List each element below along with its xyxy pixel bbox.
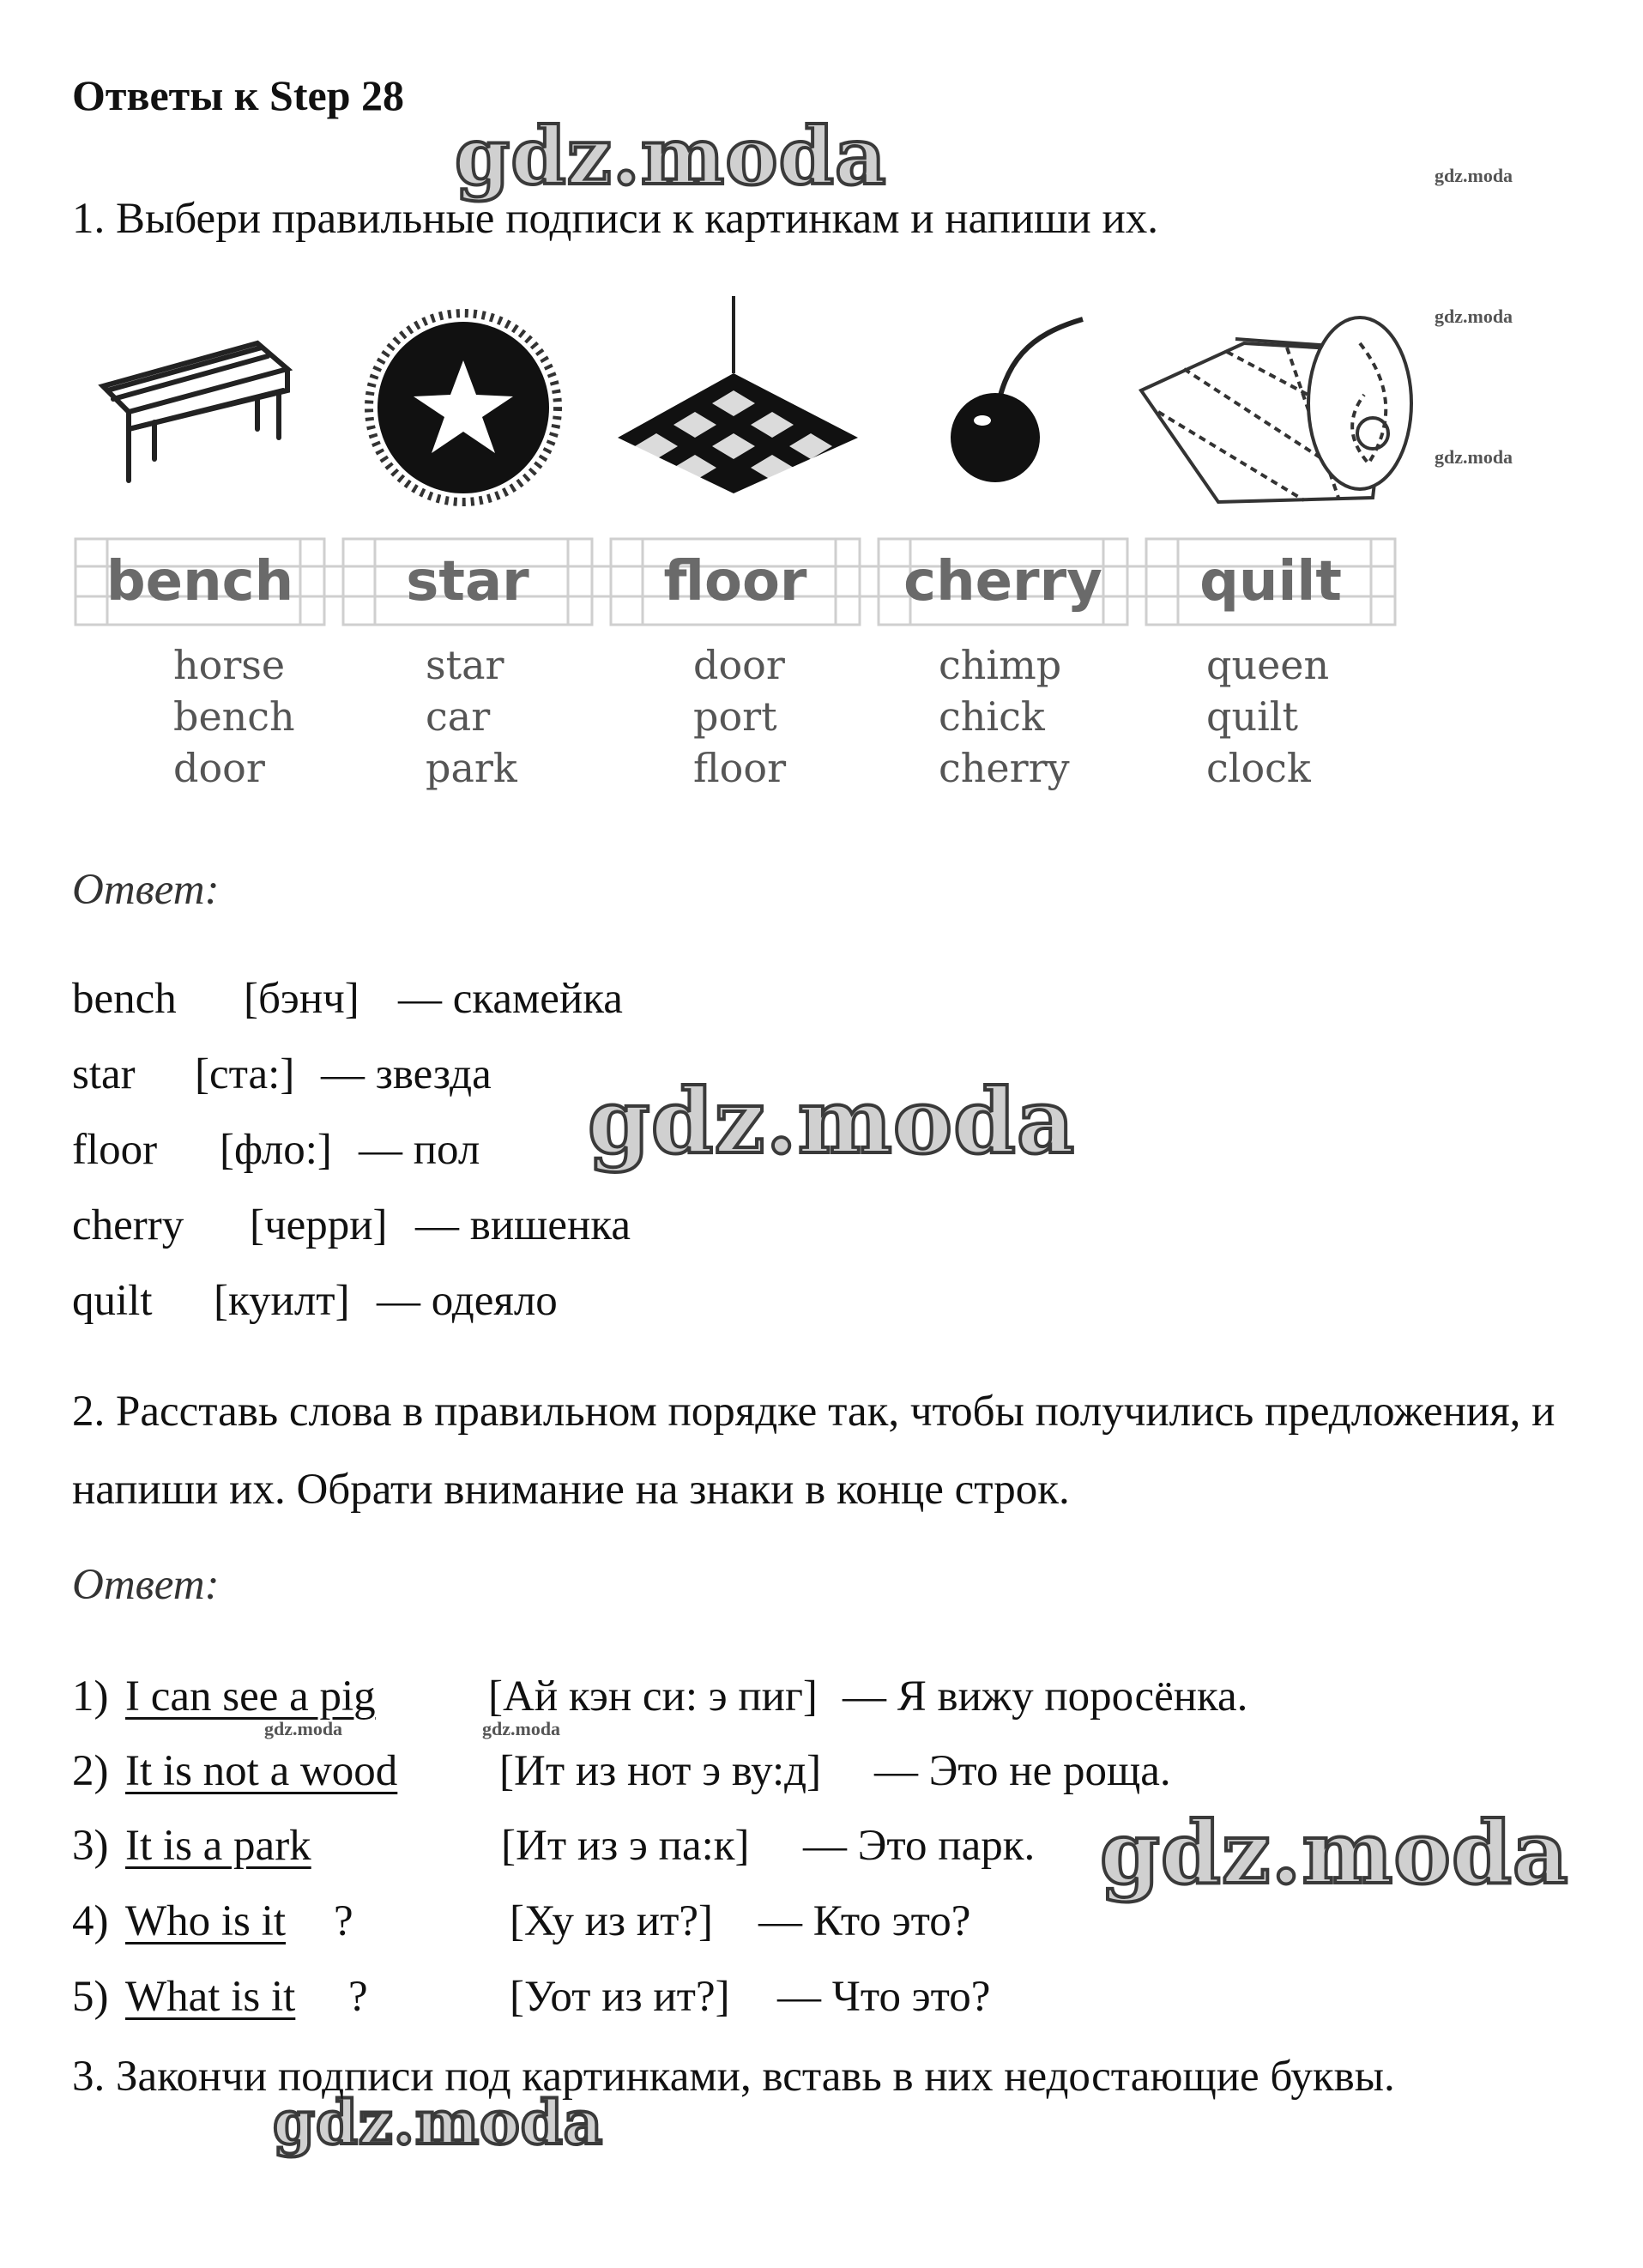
watermark: gdz.moda: [482, 1718, 561, 1739]
sentence-translation: — Это не роща.: [874, 1747, 1171, 1795]
page-title: Ответы к Step 28: [72, 71, 405, 119]
option: quilt: [1206, 693, 1298, 740]
option: door: [693, 642, 785, 688]
answer-transcription: [бэнч]: [244, 975, 359, 1023]
option: chimp: [939, 642, 1062, 688]
answer-translation: — скамейка: [398, 975, 623, 1023]
star-icon: [369, 313, 558, 502]
sentence-number: 2): [72, 1747, 109, 1795]
answer-transcription: [ста:]: [195, 1050, 295, 1098]
sentence-transcription: [Уот из ит?]: [510, 1973, 730, 2021]
sentence-answer: It is a park: [125, 1822, 311, 1870]
option-list: [939, 639, 1070, 794]
watermark: gdz.moda: [1100, 1802, 1569, 1903]
option: horse: [173, 642, 286, 688]
answer-transcription: [черри]: [250, 1201, 388, 1249]
answer-word: cherry: [72, 1201, 184, 1249]
answer-translation: — пол: [359, 1126, 480, 1174]
watermark: gdz.moda: [455, 110, 887, 203]
option: park: [426, 745, 517, 791]
watermark: gdz.moda: [588, 1068, 1076, 1174]
answer-word: star: [72, 1050, 136, 1098]
option: chick: [939, 693, 1045, 740]
picture-label: star: [406, 550, 529, 614]
sentence-transcription: [Ай кэн си: э пиг]: [488, 1672, 818, 1721]
sentence-transcription: [Ит из э па:к]: [501, 1822, 750, 1870]
watermark: gdz.moda: [1435, 305, 1513, 327]
option: star: [426, 642, 504, 688]
answer-transcription: [фло:]: [220, 1126, 332, 1174]
answer-label: Ответ:: [72, 1561, 220, 1609]
option: cherry: [939, 745, 1070, 791]
option: car: [426, 693, 491, 740]
answer-word: quilt: [72, 1277, 153, 1325]
sentence-answer: It is not a wood: [125, 1747, 398, 1795]
picture-label: bench: [106, 550, 294, 614]
watermark: gdz.moda: [1435, 165, 1513, 186]
answer-word: floor: [72, 1126, 158, 1174]
sentence-transcription: [Ху из ит?]: [510, 1897, 713, 1945]
option-list: [426, 639, 517, 794]
option-list: [173, 639, 295, 794]
answer-transcription: [куилт]: [214, 1277, 350, 1325]
sentence-end: ?: [348, 1973, 368, 2021]
sentence-number: 4): [72, 1897, 109, 1945]
option-list: [1206, 639, 1329, 794]
sentence-translation: — Я вижу поросёнка.: [843, 1672, 1248, 1721]
task-2-text: 2. Расставь слова в правильном порядке так, чтобы получились предложения, и напиши их. Обрати внимание на знаки в конце строк.: [72, 1388, 1555, 1514]
answer-translation: — одеяло: [377, 1277, 558, 1325]
option: port: [693, 693, 777, 740]
sentence-end: ?: [334, 1897, 353, 1945]
answer-label: Ответ:: [72, 866, 220, 914]
sentence-number: 1): [72, 1672, 109, 1721]
task-1-text: 1. Выбери правильные подписи к картинкам и напиши их.: [72, 195, 1159, 243]
sentence-answer: I can see a pig: [125, 1672, 376, 1721]
option: queen: [1206, 642, 1330, 688]
answer-translation: — вишенка: [415, 1201, 631, 1249]
watermark: gdz.moda: [273, 2087, 604, 2158]
sentence-translation: — Что это?: [777, 1973, 991, 2021]
watermark: gdz.moda: [1435, 446, 1513, 468]
option-list: [693, 639, 786, 794]
picture-label: quilt: [1199, 550, 1342, 614]
floor-icon: [618, 296, 858, 493]
quilt-icon: [1141, 318, 1411, 502]
sentence-translation: — Это парк.: [803, 1822, 1036, 1870]
sentence-translation: — Кто это?: [758, 1897, 971, 1945]
answer-translation: — звезда: [321, 1050, 492, 1098]
watermark: gdz.moda: [264, 1718, 343, 1739]
sentence-number: 3): [72, 1822, 109, 1870]
option: door: [173, 745, 265, 791]
option: floor: [693, 745, 787, 791]
sentence-answer: What is it: [125, 1973, 296, 2021]
picture-label: floor: [663, 550, 807, 614]
sentence-number: 5): [72, 1973, 109, 2021]
task-3-text: 3. Закончи подписи под картинками, вставь в них недостающие буквы.: [72, 2053, 1395, 2101]
sentence-answer: Who is it: [125, 1897, 286, 1945]
answer-word: bench: [72, 975, 177, 1023]
bench-icon: [103, 343, 287, 481]
sentence-transcription: [Ит из нот э ву:д]: [499, 1747, 822, 1795]
picture-label: cherry: [903, 550, 1102, 614]
cherry-icon: [951, 319, 1083, 482]
option: clock: [1206, 745, 1311, 791]
option: bench: [173, 693, 295, 740]
